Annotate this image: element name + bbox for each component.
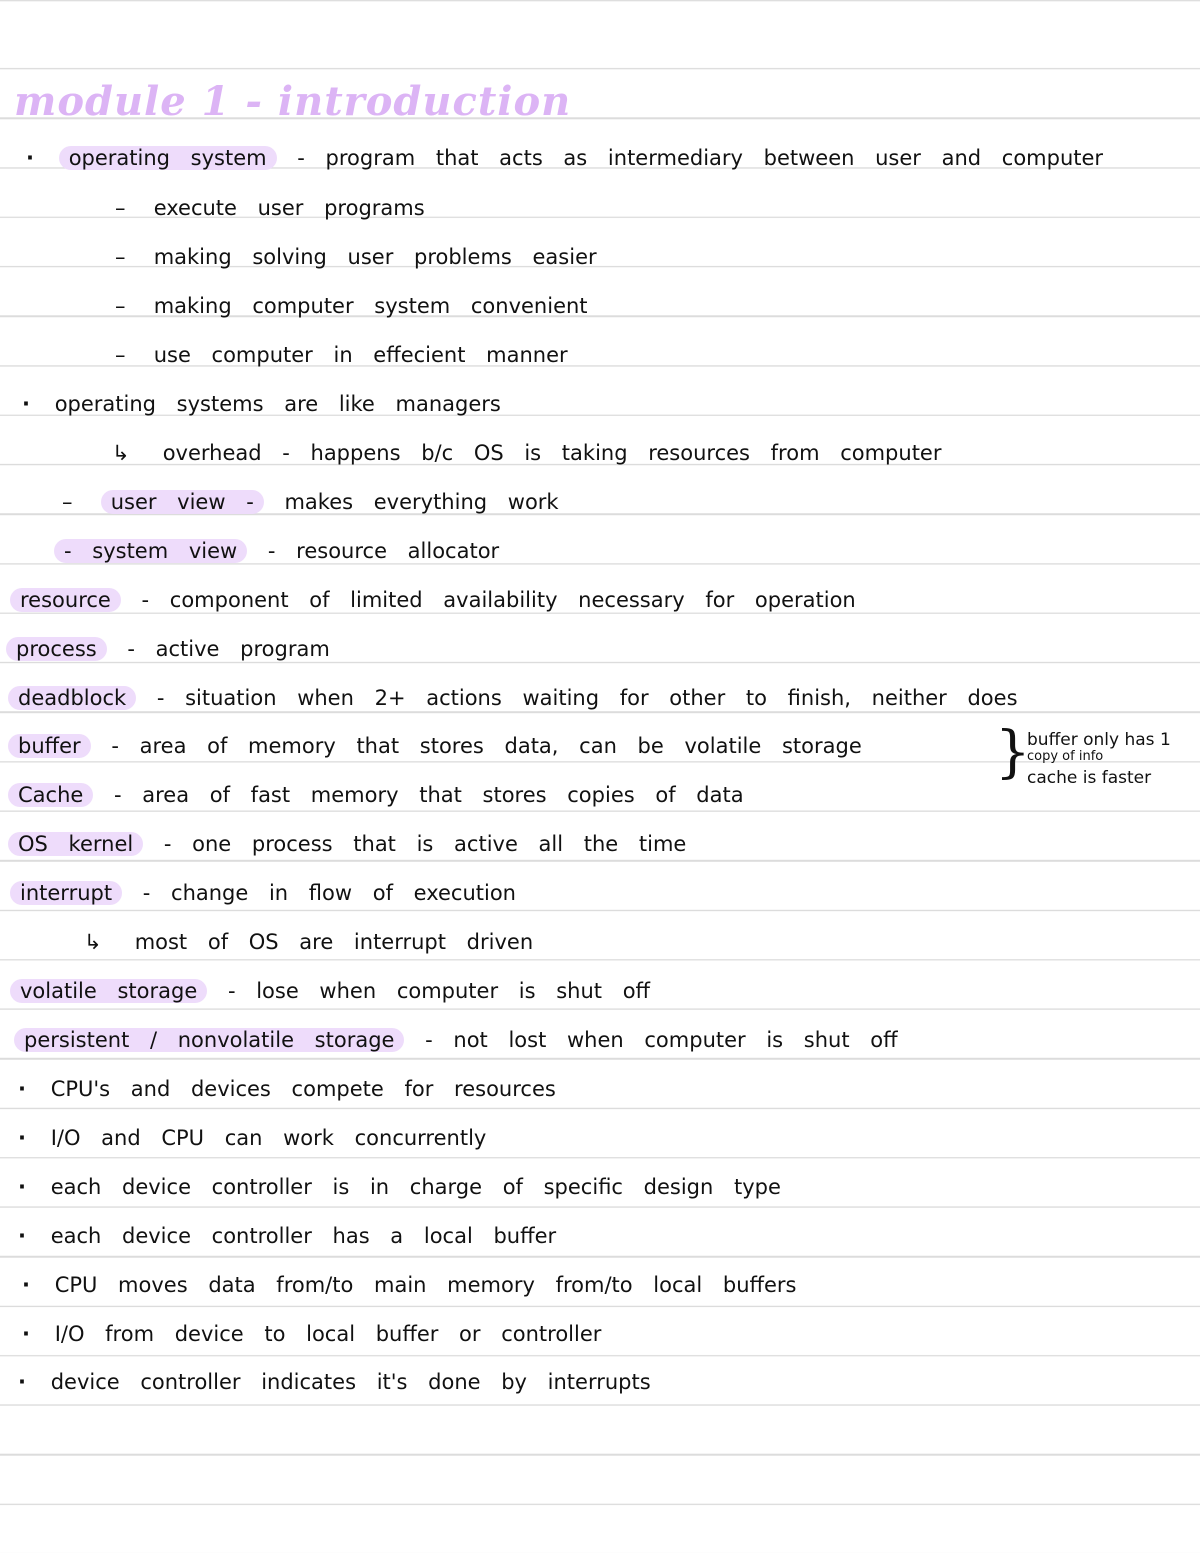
note-text: execute user programs xyxy=(153,196,425,220)
term-highlight: interrupt xyxy=(10,881,122,905)
page-title: module 1 - introduction xyxy=(14,78,572,125)
dash: – xyxy=(115,196,126,220)
bullet: · xyxy=(18,1370,26,1394)
note-subline-efficient xyxy=(115,333,568,377)
note-line-kernel xyxy=(8,822,686,866)
definition-text: - not lost when computer is shut off xyxy=(425,1028,898,1052)
note-line-operating-system xyxy=(26,136,1103,180)
note-subline-execute xyxy=(115,186,425,230)
dash: – xyxy=(115,294,126,318)
definition-text: - resource allocator xyxy=(267,539,500,563)
bullet: · xyxy=(22,392,30,416)
term-highlight: deadblock xyxy=(8,686,136,710)
note-subline-problems xyxy=(115,235,597,279)
term-highlight: volatile storage xyxy=(10,979,207,1003)
note-text: CPU's and devices compete for resources xyxy=(50,1077,556,1101)
note-line-system-view xyxy=(54,529,499,573)
note-text: each device controller has a local buffer xyxy=(50,1224,557,1248)
note-line-user-view xyxy=(62,480,559,524)
side-note-line-1: buffer only has 1 xyxy=(1027,730,1171,750)
note-text: most of OS are interrupt driven xyxy=(134,930,534,954)
note-line-cpu-moves xyxy=(22,1263,796,1307)
note-line-volatile xyxy=(10,969,650,1013)
note-text: operating systems are like managers xyxy=(54,392,501,416)
note-line-io-cpu xyxy=(18,1116,486,1160)
note-subline-overhead xyxy=(112,431,941,475)
definition-text: - one process that is active all the time xyxy=(163,832,687,856)
term-highlight: process xyxy=(6,637,107,661)
bullet: · xyxy=(18,1077,26,1101)
note-text: making solving user problems easier xyxy=(153,245,597,269)
definition-text: - program that acts as intermediary between user and computer xyxy=(297,146,1104,170)
bullet: · xyxy=(22,1273,30,1297)
note-line-cache xyxy=(8,773,744,817)
note-line-interrupts xyxy=(18,1360,651,1404)
term-highlight: resource xyxy=(10,588,121,612)
note-text: device controller indicates it's done by interrupts xyxy=(50,1370,651,1394)
arrow-icon: ↳ xyxy=(112,441,130,465)
bullet: · xyxy=(18,1175,26,1199)
term-highlight: Cache xyxy=(8,783,93,807)
note-text: I/O and CPU can work concurrently xyxy=(50,1126,487,1150)
note-text: overhead - happens b/c OS is taking resources from computer xyxy=(162,441,942,465)
definition-text: - active program xyxy=(127,637,330,661)
side-note-line-2: copy of info xyxy=(1027,749,1104,764)
bullet: · xyxy=(22,1322,30,1346)
note-line-device-controller-charge xyxy=(18,1165,781,1209)
bullet: · xyxy=(18,1224,26,1248)
dash: – xyxy=(115,245,126,269)
note-line-local-buffer xyxy=(18,1214,556,1258)
definition-text: makes everything work xyxy=(284,490,559,514)
note-line-interrupt xyxy=(10,871,516,915)
note-line-managers xyxy=(22,382,501,426)
definition-text: - change in flow of execution xyxy=(142,881,516,905)
note-line-persistent xyxy=(14,1018,898,1062)
note-subline-interrupt-driven xyxy=(84,920,533,964)
term-highlight: buffer xyxy=(8,734,91,758)
term-highlight: OS kernel xyxy=(8,832,143,856)
curly-brace-icon: } xyxy=(995,720,1031,785)
note-line-buffer xyxy=(8,724,862,768)
note-text: I/O from device to local buffer or controller xyxy=(54,1322,602,1346)
term-highlight: persistent / nonvolatile storage xyxy=(14,1028,404,1052)
definition-text: - area of fast memory that stores copies of data xyxy=(114,783,744,807)
bullet: · xyxy=(18,1126,26,1150)
definition-text: - lose when computer is shut off xyxy=(227,979,651,1003)
note-line-resource xyxy=(10,578,856,622)
note-line-deadblock xyxy=(8,676,1018,720)
definition-text: - area of memory that stores data, can be volatile storage xyxy=(111,734,862,758)
note-text: each device controller is in charge of specific design type xyxy=(50,1175,781,1199)
note-text: use computer in effecient manner xyxy=(153,343,568,367)
term-highlight: - system view xyxy=(54,539,247,563)
note-text: CPU moves data from/to main memory from/to local buffers xyxy=(54,1273,797,1297)
bullet: · xyxy=(26,146,34,170)
definition-text: - situation when 2+ actions waiting for other to finish, neither does xyxy=(156,686,1018,710)
note-line-cpus xyxy=(18,1067,556,1111)
term-highlight: operating system xyxy=(59,146,277,170)
arrow-icon: ↳ xyxy=(84,930,102,954)
side-note-line-3: cache is faster xyxy=(1027,768,1152,788)
note-subline-convenient xyxy=(115,284,588,328)
note-line-io-device xyxy=(22,1312,601,1356)
term-highlight: user view - xyxy=(101,490,264,514)
note-text: making computer system convenient xyxy=(153,294,588,318)
dash: – xyxy=(62,490,73,514)
dash: – xyxy=(115,343,126,367)
note-line-process xyxy=(6,627,330,671)
definition-text: - component of limited availability necessary for operation xyxy=(141,588,856,612)
